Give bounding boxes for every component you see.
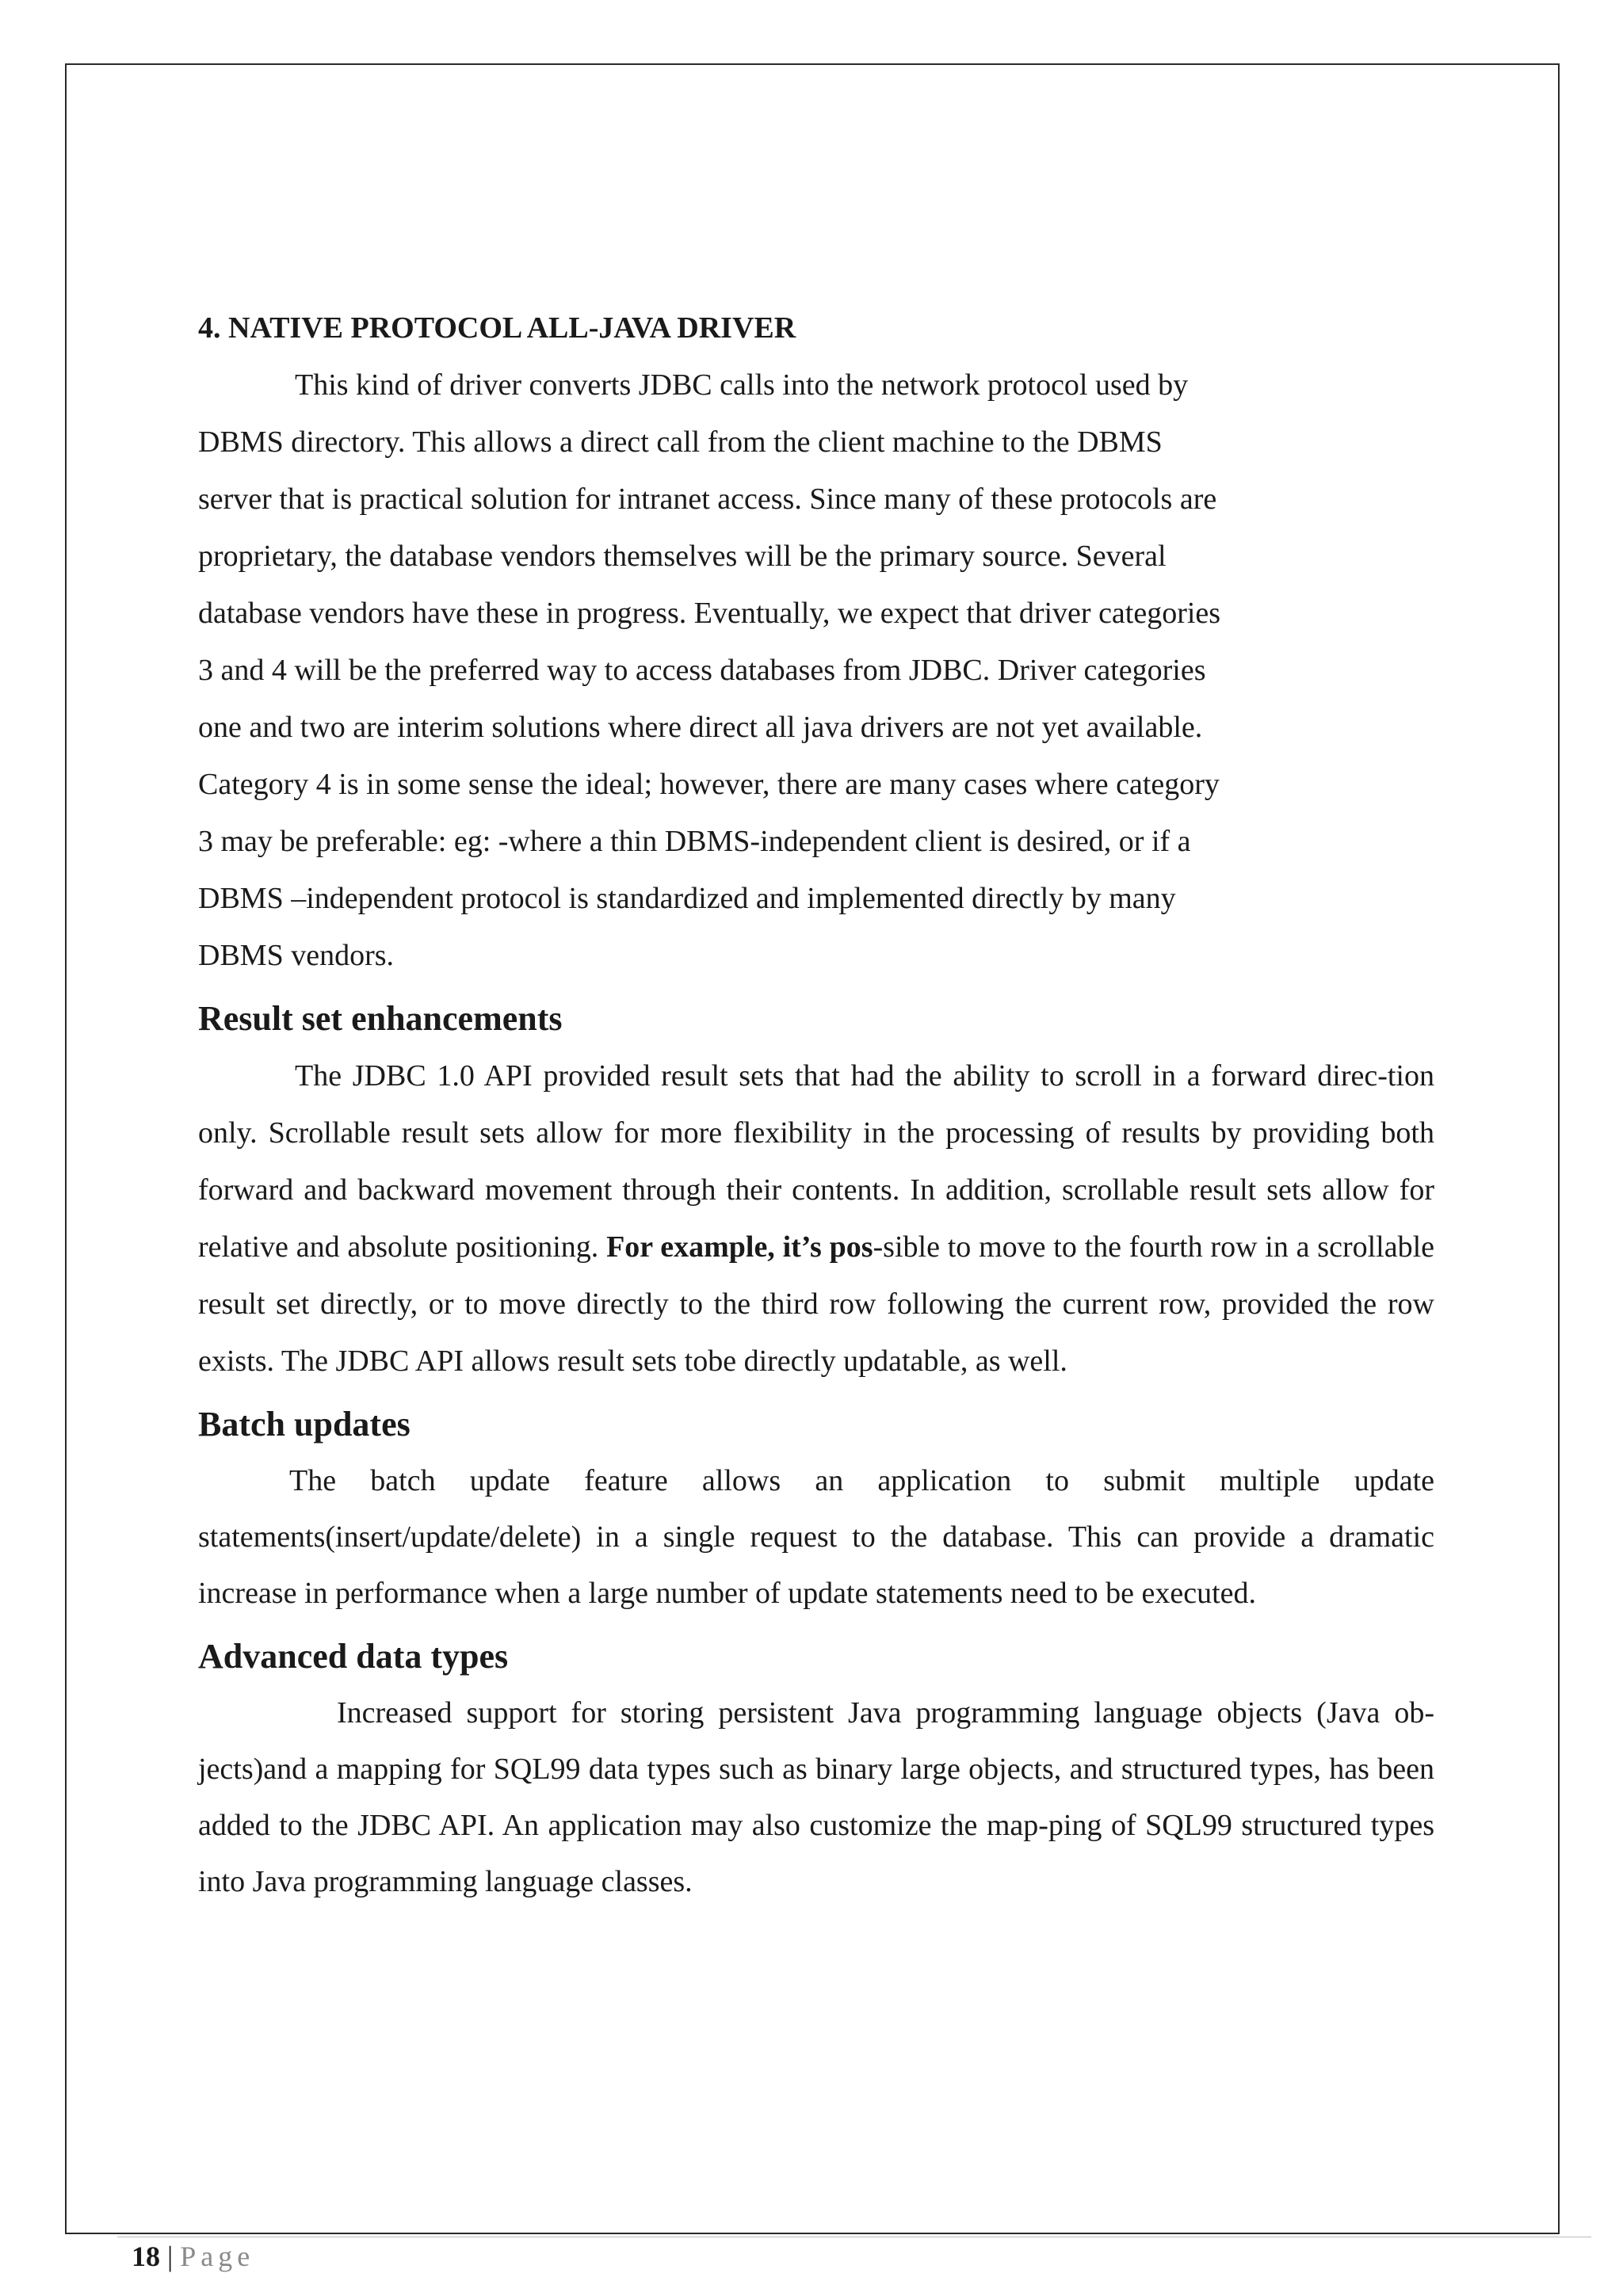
section-heading: Advanced data types xyxy=(198,1637,509,1676)
paragraph-line: This kind of driver converts JDBC calls into the network protocol used by xyxy=(295,368,1189,402)
paragraph xyxy=(198,1047,1434,1390)
paragraph: Increased support for storing persistent Java programming language objects (Java ob-jects)and a mapping for SQL99 data types such as binary large objects, and structured types, has been added to the JDBC API. An application may also customize the map-ping of SQL99 structured types into Java programming language classes. xyxy=(198,1696,1434,1898)
bold-text: For example, it’s pos xyxy=(606,1230,873,1264)
paragraph-line: 3 and 4 will be the preferred way to access databases from JDBC. Driver categories xyxy=(198,654,1206,687)
section-result-set-enhancements xyxy=(198,990,1434,1390)
paragraph-line: database vendors have these in progress. Eventually, we expect that driver categories xyxy=(198,597,1221,630)
paragraph-text: The JDBC 1.0 API provided result sets that had the ability to scroll in a forward direc-tion only. Scrollable result sets allow for more flexibility in the processing of results by providing both forward and backward movement through their contents. In addition, scrollable result sets allow for relative and absolute positioning. xyxy=(198,1059,1434,1264)
section-batch-updates xyxy=(198,1396,1434,1622)
section-advanced-data-types xyxy=(198,1628,1434,1910)
paragraph-line: proprietary, the database vendors themselves will be the primary source. Several xyxy=(198,540,1167,573)
page-content xyxy=(198,299,1434,1910)
page-number: 18 xyxy=(132,2241,160,2272)
section-native-protocol xyxy=(198,299,1434,984)
section-heading: Batch updates xyxy=(198,1405,411,1444)
paragraph-line: 3 may be preferable: eg: -where a thin DBMS-independent client is desired, or if a xyxy=(198,825,1191,858)
paragraph-line: server that is practical solution for intranet access. Since many of these protocols are xyxy=(198,482,1217,516)
section-title: 4. NATIVE PROTOCOL ALL-JAVA DRIVER xyxy=(198,311,796,345)
page-label: Page xyxy=(180,2241,255,2272)
paragraph-line: DBMS directory. This allows a direct call from the client machine to the DBMS xyxy=(198,425,1163,459)
paragraph-line: one and two are interim solutions where direct all java drivers are not yet available. xyxy=(198,711,1203,744)
paragraph-line: DBMS vendors. xyxy=(198,939,395,972)
paragraph-text: -sible to move to the fourth row in a scrollable result set directly, or to move directly to the third row following the current row, provided the row exists. The JDBC API allows result sets tobe directly updatable, as well. xyxy=(198,1230,1434,1378)
paragraph-line: DBMS –independent protocol is standardized and implemented directly by many xyxy=(198,882,1176,915)
page-footer xyxy=(132,2239,254,2274)
footer-separator: | xyxy=(167,2241,174,2272)
paragraph-line: Category 4 is in some sense the ideal; however, there are many cases where category xyxy=(198,768,1220,801)
section-heading: Result set enhancements xyxy=(198,999,563,1038)
paragraph: The batch update feature allows an application to submit multiple update statements(insert/update/delete) in a single request to the database. This can provide a dramatic increase in performance when a large number of update statements need to be executed. xyxy=(198,1464,1434,1610)
